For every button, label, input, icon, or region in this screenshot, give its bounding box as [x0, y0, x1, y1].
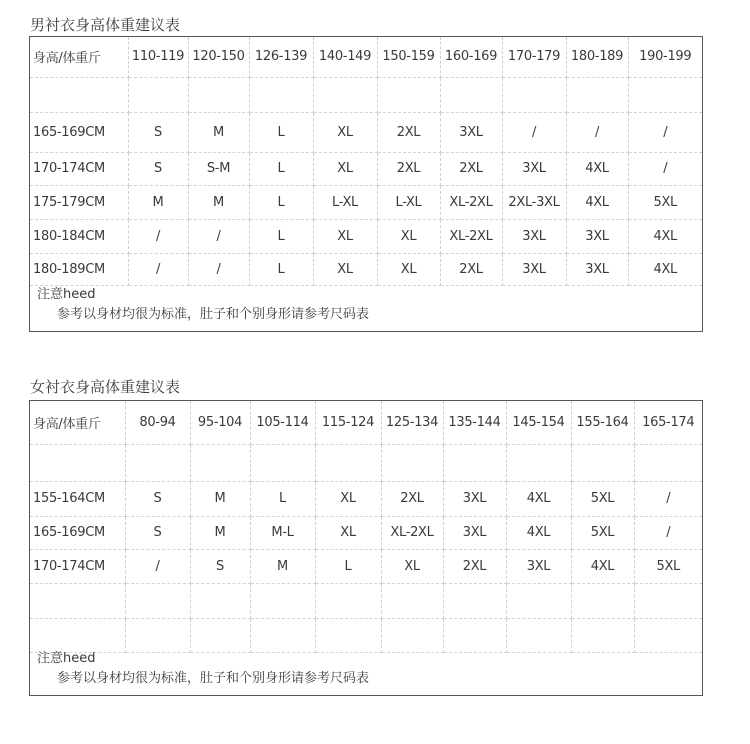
men-size-row	[30, 152, 702, 185]
men-size-cell: L	[249, 253, 313, 285]
men-size-cell: 2XL-3XL	[502, 185, 566, 219]
men-size-cell	[188, 77, 249, 112]
men-chart-title: 男衬衣身高体重建议表	[30, 16, 181, 34]
men-size-cell: 3XL	[566, 253, 628, 285]
women-size-cell: 5XL	[634, 549, 702, 583]
women-size-row	[30, 583, 702, 618]
women-size-row	[30, 549, 702, 583]
women-weight-header: 80-94	[125, 401, 190, 444]
women-size-row	[30, 618, 702, 652]
women-size-cell: 4XL	[571, 549, 634, 583]
women-size-cell	[571, 618, 634, 652]
men-height-label: 165-169CM	[30, 112, 128, 152]
women-size-cell: M	[250, 549, 315, 583]
women-size-cell: 4XL	[506, 481, 571, 516]
women-weight-header: 95-104	[190, 401, 250, 444]
women-chart-title: 女衬衣身高体重建议表	[30, 378, 181, 396]
men-size-cell: XL	[377, 219, 440, 253]
men-size-cell: 3XL	[440, 112, 502, 152]
men-weight-header: 160-169	[440, 37, 502, 77]
men-size-cell: XL	[313, 253, 377, 285]
men-size-cell	[502, 77, 566, 112]
men-size-row	[30, 112, 702, 152]
men-size-cell: 3XL	[502, 253, 566, 285]
women-size-cell	[443, 444, 506, 481]
men-weight-header: 110-119	[128, 37, 188, 77]
men-size-row	[30, 219, 702, 253]
men-weight-header: 140-149	[313, 37, 377, 77]
men-size-cell: XL	[313, 219, 377, 253]
women-size-cell	[571, 444, 634, 481]
men-size-cell: XL	[313, 152, 377, 185]
men-size-cell: L-XL	[377, 185, 440, 219]
men-size-cell: /	[128, 253, 188, 285]
men-size-cell: S	[128, 152, 188, 185]
men-size-row	[30, 185, 702, 219]
men-size-cell: 3XL	[502, 219, 566, 253]
women-size-cell	[125, 618, 190, 652]
women-size-cell	[381, 583, 443, 618]
women-weight-header: 155-164	[571, 401, 634, 444]
men-height-label: 180-184CM	[30, 219, 128, 253]
men-size-cell: 2XL	[440, 253, 502, 285]
men-size-cell: M	[188, 112, 249, 152]
men-size-cell: /	[188, 219, 249, 253]
men-size-cell: 5XL	[628, 185, 702, 219]
men-size-cell: L	[249, 185, 313, 219]
women-size-cell: XL	[315, 481, 381, 516]
men-size-cell: XL	[313, 112, 377, 152]
men-size-cell: /	[566, 112, 628, 152]
women-size-cell: /	[634, 516, 702, 549]
women-size-cell	[190, 583, 250, 618]
women-size-cell	[634, 583, 702, 618]
men-size-cell: 4XL	[628, 253, 702, 285]
women-size-cell	[506, 444, 571, 481]
men-note-body: 参考以身材均很为标准，肚子和个别身形请参考尺码表	[57, 307, 370, 322]
women-size-cell	[125, 583, 190, 618]
women-size-cell: /	[634, 481, 702, 516]
women-size-cell: M-L	[250, 516, 315, 549]
women-header-row	[30, 401, 702, 444]
women-height-label: 165-169CM	[30, 516, 125, 549]
women-size-cell	[443, 618, 506, 652]
men-weight-header: 120-150	[188, 37, 249, 77]
women-size-table	[30, 401, 702, 653]
men-size-cell: 3XL	[566, 219, 628, 253]
men-size-cell: M	[128, 185, 188, 219]
men-size-cell: L-XL	[313, 185, 377, 219]
women-size-cell	[190, 444, 250, 481]
men-height-label: 180-189CM	[30, 253, 128, 285]
women-size-cell: 2XL	[443, 549, 506, 583]
men-size-cell: S-M	[188, 152, 249, 185]
women-height-label	[30, 618, 125, 652]
women-weight-header: 165-174	[634, 401, 702, 444]
women-size-cell	[381, 618, 443, 652]
men-size-table	[30, 37, 702, 286]
women-size-cell: M	[190, 481, 250, 516]
women-size-row	[30, 444, 702, 481]
women-size-cell: 3XL	[443, 516, 506, 549]
men-size-cell: 4XL	[566, 152, 628, 185]
women-size-cell: 5XL	[571, 516, 634, 549]
men-size-cell: 4XL	[566, 185, 628, 219]
women-size-cell	[443, 583, 506, 618]
men-size-chart	[29, 36, 703, 332]
men-size-cell	[566, 77, 628, 112]
women-size-cell: XL-2XL	[381, 516, 443, 549]
women-note-body: 参考以身材均很为标准，肚子和个别身形请参考尺码表	[57, 671, 370, 686]
women-size-cell: L	[250, 481, 315, 516]
women-size-cell	[190, 618, 250, 652]
women-size-cell	[634, 618, 702, 652]
women-height-label: 155-164CM	[30, 481, 125, 516]
men-weight-header: 126-139	[249, 37, 313, 77]
men-size-cell	[440, 77, 502, 112]
men-size-cell: L	[249, 219, 313, 253]
women-size-cell: M	[190, 516, 250, 549]
men-header-row	[30, 37, 702, 77]
women-size-cell	[634, 444, 702, 481]
women-size-cell	[381, 444, 443, 481]
women-size-cell: S	[190, 549, 250, 583]
women-note	[30, 649, 702, 689]
men-size-cell: XL	[377, 253, 440, 285]
women-weight-header: 115-124	[315, 401, 381, 444]
men-size-cell: /	[502, 112, 566, 152]
men-height-label: 170-174CM	[30, 152, 128, 185]
men-size-cell	[628, 77, 702, 112]
women-size-cell	[506, 618, 571, 652]
women-size-cell	[125, 444, 190, 481]
women-size-cell	[315, 583, 381, 618]
women-size-cell	[250, 583, 315, 618]
women-size-cell: 5XL	[571, 481, 634, 516]
women-size-cell	[250, 444, 315, 481]
women-size-cell: 4XL	[506, 516, 571, 549]
women-size-cell: 2XL	[381, 481, 443, 516]
men-size-cell: L	[249, 152, 313, 185]
women-size-row	[30, 481, 702, 516]
men-size-cell: L	[249, 112, 313, 152]
men-size-row	[30, 77, 702, 112]
women-height-label: 170-174CM	[30, 549, 125, 583]
women-size-cell	[250, 618, 315, 652]
men-size-cell: 2XL	[377, 112, 440, 152]
men-size-cell	[249, 77, 313, 112]
women-weight-header: 125-134	[381, 401, 443, 444]
women-note-title: 注意heed	[37, 651, 96, 666]
men-corner-label: 身高/体重斤	[30, 37, 128, 77]
women-corner-label: 身高/体重斤	[30, 401, 125, 444]
men-size-cell: XL-2XL	[440, 185, 502, 219]
men-size-cell: 2XL	[440, 152, 502, 185]
men-size-row	[30, 253, 702, 285]
men-size-cell: 4XL	[628, 219, 702, 253]
men-height-label	[30, 77, 128, 112]
women-size-cell: 3XL	[506, 549, 571, 583]
women-size-cell: 3XL	[443, 481, 506, 516]
men-weight-header: 180-189	[566, 37, 628, 77]
women-size-cell: S	[125, 481, 190, 516]
women-size-cell: /	[125, 549, 190, 583]
men-size-cell: 3XL	[502, 152, 566, 185]
men-note	[30, 285, 702, 325]
women-weight-header: 145-154	[506, 401, 571, 444]
women-size-cell: L	[315, 549, 381, 583]
women-size-cell	[506, 583, 571, 618]
women-size-cell	[571, 583, 634, 618]
men-size-cell: /	[628, 112, 702, 152]
women-size-cell: XL	[315, 516, 381, 549]
women-size-cell: XL	[381, 549, 443, 583]
women-size-cell: S	[125, 516, 190, 549]
women-size-cell	[315, 618, 381, 652]
men-size-cell	[128, 77, 188, 112]
men-size-cell: M	[188, 185, 249, 219]
men-size-cell: /	[188, 253, 249, 285]
men-height-label: 175-179CM	[30, 185, 128, 219]
women-height-label	[30, 444, 125, 481]
men-size-cell: XL-2XL	[440, 219, 502, 253]
women-weight-header: 135-144	[443, 401, 506, 444]
men-weight-header: 190-199	[628, 37, 702, 77]
women-size-row	[30, 516, 702, 549]
men-size-cell	[313, 77, 377, 112]
men-weight-header: 150-159	[377, 37, 440, 77]
men-size-cell: /	[628, 152, 702, 185]
women-height-label	[30, 583, 125, 618]
women-size-cell	[315, 444, 381, 481]
men-size-cell: /	[128, 219, 188, 253]
men-size-cell	[377, 77, 440, 112]
men-weight-header: 170-179	[502, 37, 566, 77]
women-weight-header: 105-114	[250, 401, 315, 444]
women-size-chart	[29, 400, 703, 696]
men-size-cell: S	[128, 112, 188, 152]
men-size-cell: 2XL	[377, 152, 440, 185]
men-note-title: 注意heed	[37, 287, 96, 302]
